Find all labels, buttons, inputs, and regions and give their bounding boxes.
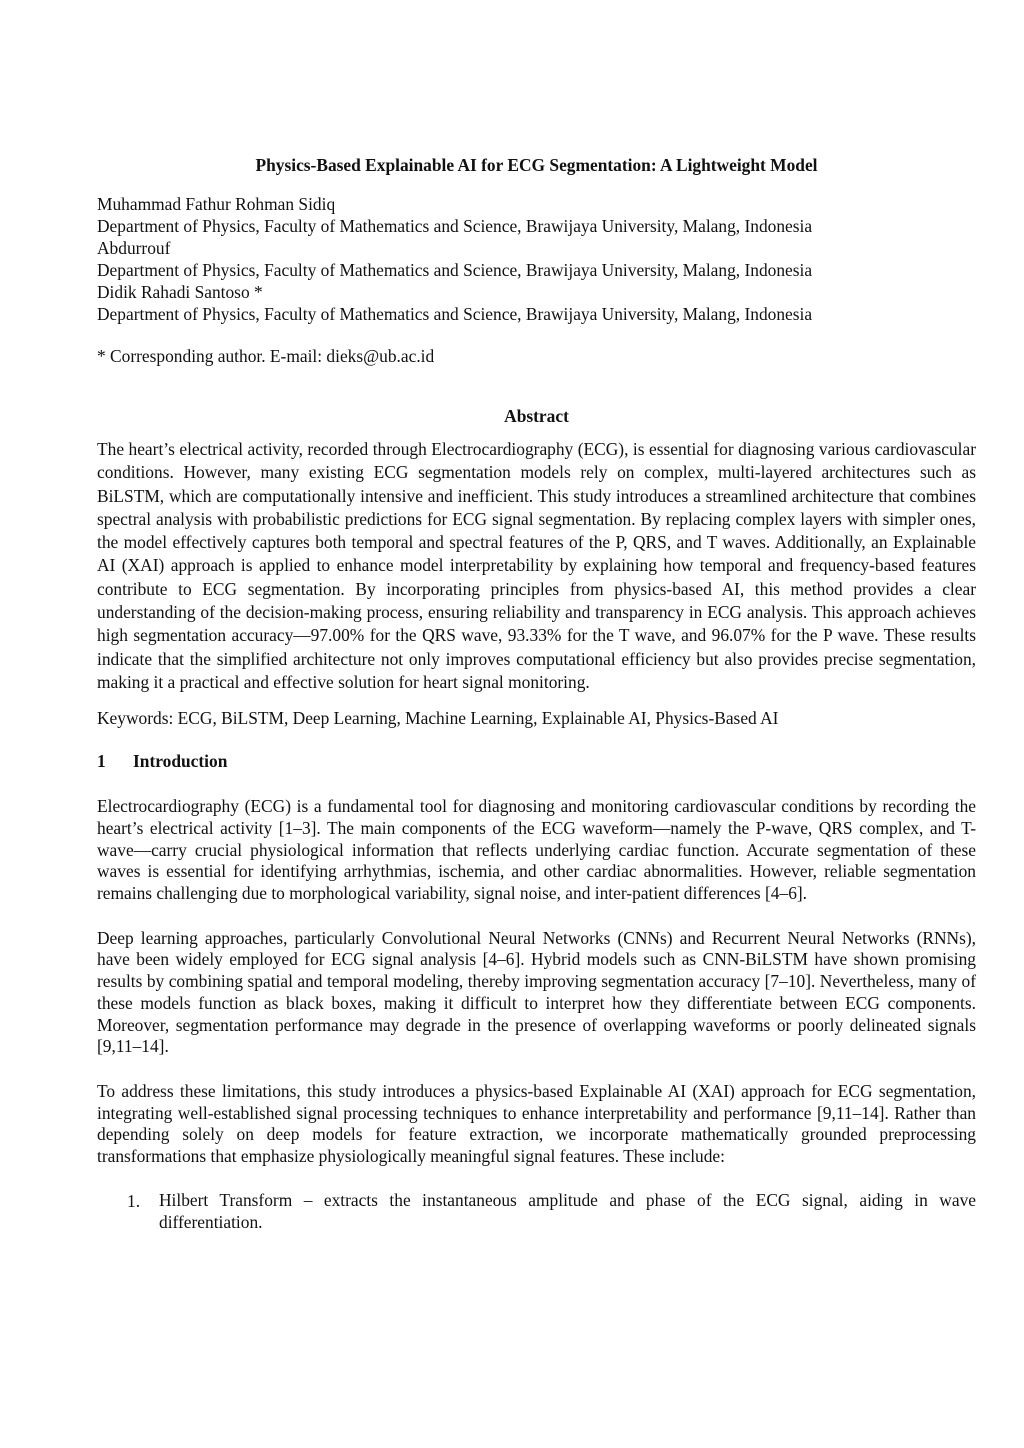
corresponding-author: * Corresponding author. E-mail: dieks@ub.ac.id xyxy=(97,346,435,366)
author-name: Abdurrouf xyxy=(97,238,171,258)
numbered-list xyxy=(97,1190,976,1233)
author-affiliation: Department of Physics, Faculty of Mathematics and Science, Brawijaya University, Malang, Indonesia xyxy=(97,216,813,236)
paragraph: Electrocardiography (ECG) is a fundamental tool for diagnosing and monitoring cardiovascular conditions by recording the heart’s electrical activity [1–3]. The main components of the ECG waveform—namely the P-wave, QRS complex, and T-wave—carry crucial physiological information that reflects underlying cardiac function. Accurate segmentation of these waves is essential for identifying arrhythmias, ischemia, and other cardiac abnormalities. However, reliable segmentation remains challenging due to morphological variability, signal noise, and inter-patient differences [4–6]. xyxy=(97,796,976,904)
list-marker: 1. xyxy=(127,1190,141,1211)
author-block xyxy=(97,193,976,325)
section-title: Introduction xyxy=(133,751,228,772)
keywords: Keywords: ECG, BiLSTM, Deep Learning, Machine Learning, Explainable AI, Physics-Based AI xyxy=(97,708,779,729)
paper-page xyxy=(97,150,976,1233)
author-affiliation: Department of Physics, Faculty of Mathematics and Science, Brawijaya University, Malang, Indonesia xyxy=(97,304,813,324)
section-number: 1 xyxy=(97,751,106,772)
abstract-heading: Abstract xyxy=(504,406,569,426)
author-name: Didik Rahadi Santoso * xyxy=(97,282,263,302)
paragraph: To address these limitations, this study introduces a physics-based Explainable AI (XAI) approach for ECG segmentation, integrating well-established signal processing techniques to enhance interpretability and performance [9,11–14]. Rather than depending solely on deep models for feature extraction, we incorporate mathematically grounded preprocessing transformations that emphasize physiologically meaningful signal features. These include: xyxy=(97,1081,976,1167)
list-item-text: Hilbert Transform – extracts the instantaneous amplitude and phase of the ECG signal, aiding in wave differentiation. xyxy=(159,1189,976,1232)
paper-title: Physics-Based Explainable AI for ECG Segmentation: A Lightweight Model xyxy=(255,155,818,175)
section-heading xyxy=(97,750,976,772)
list-item xyxy=(97,1190,976,1233)
author-name: Muhammad Fathur Rohman Sidiq xyxy=(97,194,336,214)
paragraph: Deep learning approaches, particularly Convolutional Neural Networks (CNNs) and Recurrent Neural Networks (RNNs), have been widely employed for ECG signal analysis [4–6]. Hybrid models such as CNN-BiLSTM have shown promising results by combining spatial and temporal modeling, thereby improving segmentation accuracy [7–10]. Nevertheless, many of these models function as black boxes, making it difficult to interpret how they differentiate between ECG components. Moreover, segmentation performance may degrade in the presence of overlapping waveforms or poorly delineated signals [9,11–14]. xyxy=(97,927,976,1057)
abstract-text: The heart’s electrical activity, recorded through Electrocardiography (ECG), is essential for diagnosing various cardiovascular conditions. However, many existing ECG segmentation models rely on complex, multi-layered architectures such as BiLSTM, which are computationally intensive and inefficient. This study introduces a streamlined architecture that combines spectral analysis with probabilistic predictions for ECG signal segmentation. By replacing complex layers with simpler ones, the model effectively captures both temporal and spectral features of the P, QRS, and T waves. Additionally, an Explainable AI (XAI) approach is applied to enhance model interpretability by explaining how temporal and frequency-based features contribute to ECG segmentation. By incorporating principles from physics-based AI, this method provides a clear understanding of the decision-making process, ensuring reliability and transparency in ECG analysis. This approach achieves high segmentation accuracy—97.00% for the QRS wave, 93.33% for the T wave, and 96.07% for the P wave. These results indicate that the simplified architecture not only improves computational efficiency but also provides precise segmentation, making it a practical and effective solution for heart signal monitoring. xyxy=(97,439,976,692)
author-affiliation: Department of Physics, Faculty of Mathematics and Science, Brawijaya University, Malang, Indonesia xyxy=(97,260,813,280)
